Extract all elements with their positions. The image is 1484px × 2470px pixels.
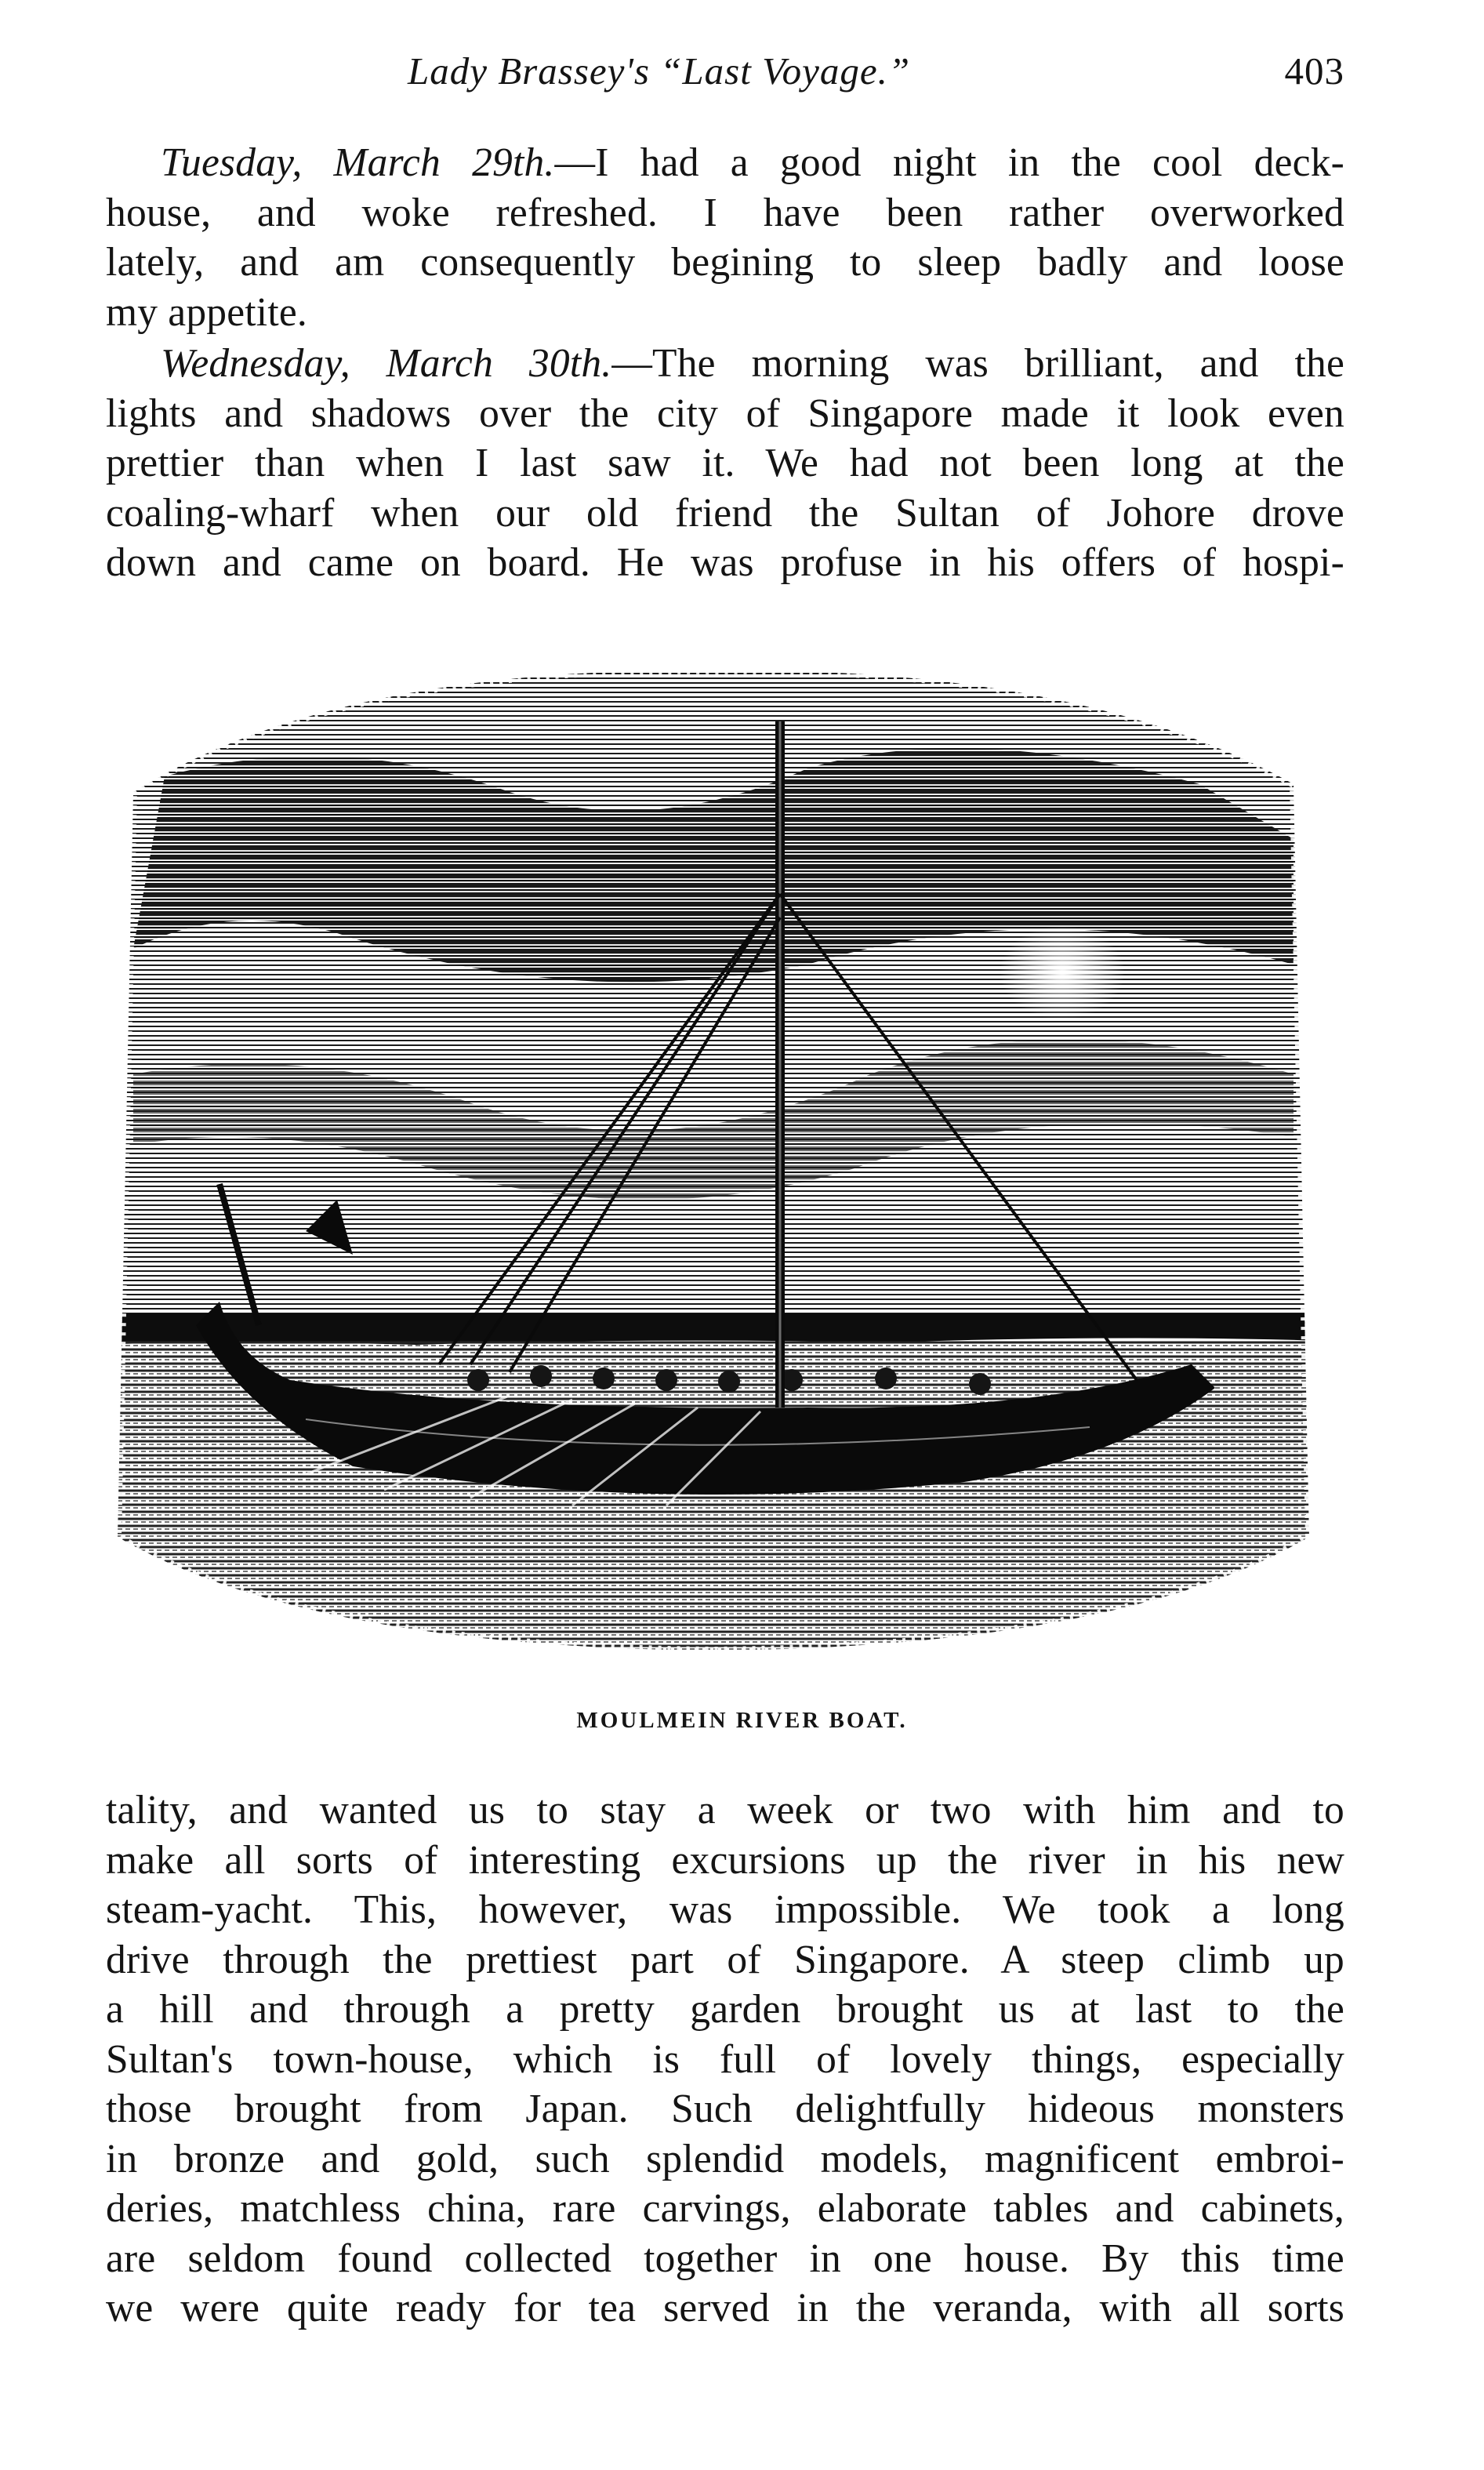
river-boat-engraving (102, 635, 1325, 1686)
text-line: lately, and am consequently begining to sleep badly and loose (106, 240, 1344, 285)
text-line: lights and shadows over the city of Singapore made it look even (106, 390, 1344, 436)
diary-entry-march-30 (106, 339, 1344, 588)
continuation-paragraph (106, 1785, 1344, 2334)
text-line: Wednesday, March 30th.—The morning was brilliant, and the (161, 341, 1345, 386)
text-line: my appetite. (106, 289, 307, 335)
page-number: 403 (1284, 49, 1344, 93)
diary-entry-march-29 (106, 138, 1344, 337)
moon-icon (1000, 925, 1125, 1019)
text-line: house, and woke refreshed. I have been rather overworked (106, 190, 1344, 235)
text-line: Sultan's town-house, which is full of lovely things, especially (106, 2036, 1344, 2082)
entry-date: Tuesday, March 29th. (161, 140, 555, 185)
engraving-illustration (102, 635, 1325, 1686)
entry-date: Wednesday, March 30th. (161, 341, 612, 386)
text-line: are seldom found collected together in one house. By this time (106, 2236, 1344, 2281)
page-header (106, 49, 1344, 111)
text-line: down and came on board. He was profuse in his offers of hospi- (106, 540, 1344, 585)
text-line: those brought from Japan. Such delightfully hideous monsters (106, 2087, 1344, 2131)
text-line: a hill and through a pretty garden brought us at last to the (106, 1987, 1344, 2032)
text-line: coaling-wharf when our old friend the Sultan of Johore drove (106, 490, 1344, 536)
text-line: Tuesday, March 29th.—I had a good night in the cool deck- (161, 140, 1345, 185)
text-line: deries, matchless china, rare carvings, elaborate tables and cabinets, (106, 2186, 1344, 2231)
engraving-scene (102, 635, 1325, 1686)
text-line: steam-yacht. This, however, was impossible. We took a long (106, 1887, 1344, 1932)
text-line: prettier than when I last saw it. We had not been long at the (106, 441, 1344, 485)
text-line: drive through the prettiest part of Singapore. A steep climb up (106, 1937, 1344, 1982)
figure-caption: MOULMEIN RIVER BOAT. (576, 1708, 908, 1733)
running-title: Lady Brassey's “Last Voyage.” (408, 49, 911, 93)
text-line: make all sorts of interesting excursions up the river in his new (106, 1837, 1344, 1883)
text-line: in bronze and gold, such splendid models, magnificent embroi- (106, 2136, 1344, 2181)
text-line: we were quite ready for tea served in the veranda, with all sorts (106, 2286, 1344, 2330)
text-line: tality, and wanted us to stay a week or two with him and to (106, 1788, 1344, 1833)
